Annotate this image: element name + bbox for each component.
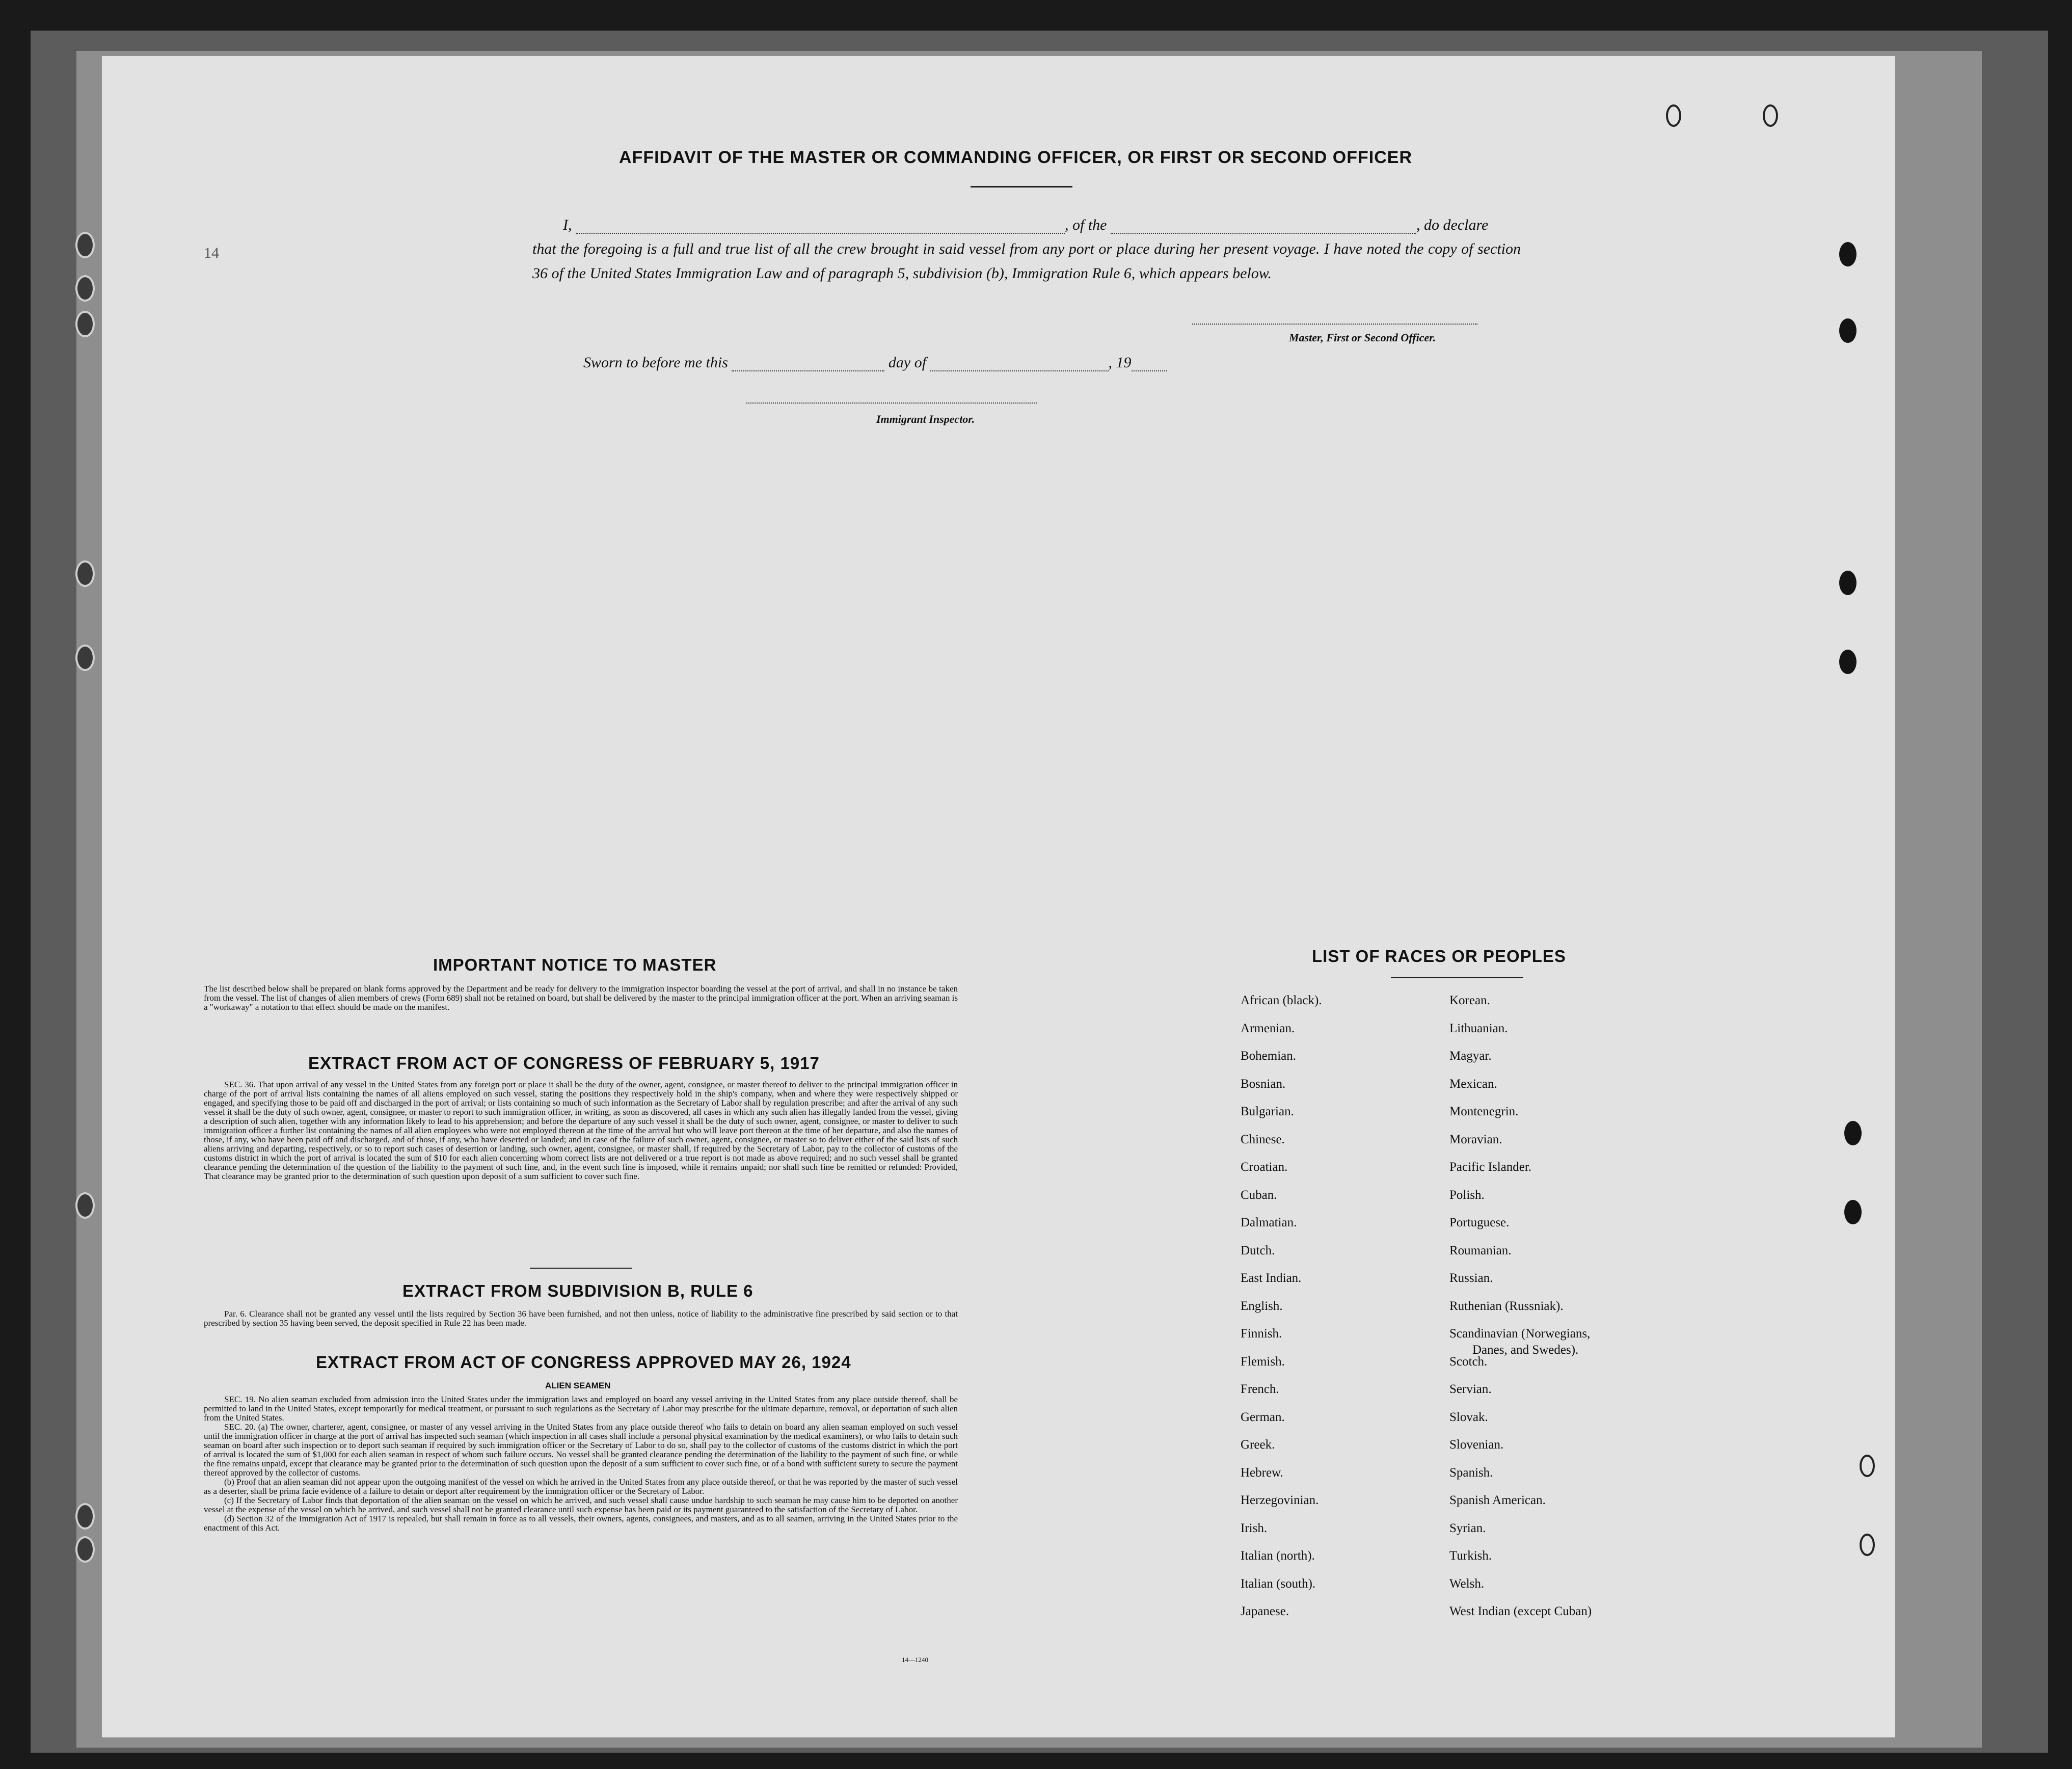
- race-item: Servian.: [1449, 1382, 1492, 1396]
- binder-hole: [75, 560, 95, 587]
- extract-rule6-title: EXTRACT FROM SUBDIVISION B, RULE 6: [402, 1281, 754, 1300]
- of-the-label: , of the: [1065, 217, 1107, 233]
- race-item: Russian.: [1449, 1271, 1493, 1285]
- affidavit-body: that the foregoing is a full and true list of all the crew brought in said vessel from any port or place during her present voyage. I have noted the copy of section 36 of the United States Immigration Law and of paragraph 5, subdivision (b), Immigration Rule 6, which appears below.: [532, 240, 1521, 282]
- race-item: Lithuanian.: [1449, 1021, 1508, 1035]
- vessel-name-field[interactable]: [1111, 221, 1416, 234]
- title-underline: [971, 186, 1072, 187]
- punch-hole: [1839, 650, 1856, 674]
- extract-1917-body: SEC. 36. That upon arrival of any vessel in the United States from any foreign port or place it shall be the duty of the owner, agent, consignee, or master thereof to deliver to the principal immigration officer in charge of the port of arrival lists containing the names of all aliens employed on such vessel, stating the positions they respectively hold in the ship's company, when and where they were respectively shipped or engaged, and specifying those to be paid off and discharged in the port of arrival; or lists containing so much of such information as the Secretary of Labor shall by regulation prescribe; and after the arrival of any such vessel it shall be the duty of such owner, agent, consignee, or master to report to such immigration officer, in writing, as soon as discovered, all cases in which any such alien has illegally landed from the vessel, giving a description of such alien, together with any information likely to lead to his apprehension; and before the departure of any such vessel it shall be the duty of such owner, agent, consignee, or master to deliver to such immigration officer a further list containing the names of all alien employees who were not employed thereon at the time of the arrival but who will leave port thereon at the time of her departure, and also the names of those, if any, who have been paid off and discharged, and of those, if any, who have deserted or landed; and in case of the failure of such owner, agent, consignee, or master so to deliver either of the said lists of such aliens arriving and departing, respectively, or so to report such cases of desertion or landing, such owner, agent, consignee, or master shall, if required by the Secretary of Labor, pay to the collector of customs of the customs district in which the port of arrival is located the sum of $10 for each alien concerning whom correct lists are not delivered or a true report is not made as above required; and no such vessel shall be granted clearance pending the determination of the question of the liability to the payment of such fine, and, in the event such fine is imposed, while it remains unpaid; nor shall such fine be remitted or refunded: Provided, That clearance may be granted prior to the determination of such question upon deposit of a sum sufficient to cover such fine.: [204, 1080, 958, 1181]
- declarant-prefix: I,: [563, 217, 572, 233]
- extract-1924-title: EXTRACT FROM ACT OF CONGRESS APPROVED MAY 26, 1924: [316, 1353, 851, 1372]
- notice-body: The list described below shall be prepared on blank forms approved by the Department and be ready for delivery to the immigration inspector boarding the vessel at the port of arrival, and shall in no instance be taken from the vessel. The list of changes of alien members of crews (Form 689) shall not be retained on board, but shall be delivered by the master to the principal immigration officer at the port. When an arriving seaman is a "workaway" a notation to that effect should be made on the manifest.: [204, 984, 958, 1012]
- race-item: Mexican.: [1449, 1077, 1497, 1091]
- race-item: Dalmatian.: [1241, 1216, 1297, 1229]
- races-title: LIST OF RACES OR PEOPLES: [1312, 947, 1566, 966]
- race-item: Armenian.: [1241, 1021, 1295, 1035]
- races-title-underline: [1391, 977, 1523, 978]
- binder-hole: [75, 311, 95, 337]
- binder-hole: [75, 645, 95, 671]
- race-item: Montenegrin.: [1449, 1105, 1519, 1118]
- race-item: Spanish American.: [1449, 1493, 1546, 1507]
- affidavit-title: AFFIDAVIT OF THE MASTER OR COMMANDING OFFICER, OR FIRST OR SECOND OFFICER: [619, 148, 1412, 167]
- sworn-month-field[interactable]: [930, 358, 1109, 371]
- race-item: Slovak.: [1449, 1410, 1488, 1424]
- race-item: Pacific Islander.: [1449, 1160, 1532, 1174]
- day-of-label: day of: [888, 354, 927, 371]
- sworn-year-field[interactable]: [1132, 358, 1167, 371]
- punch-hole: [1860, 1534, 1875, 1556]
- section-19-text: SEC. 19. No alien seaman excluded from admission into the United States under the immigration laws and employed on board any vessel arriving in the United States from any place outside thereof, shall be permitted to land in the United States, except temporarily for medical treatment, or pursuant to such regulations as the Secretary of Labor may prescribe for the ultimate departure, removal, or deportation of such alien from the United States.: [204, 1395, 958, 1423]
- race-item: Herzegovinian.: [1241, 1493, 1319, 1507]
- declarant-name-field[interactable]: [576, 221, 1065, 234]
- race-item: English.: [1241, 1299, 1283, 1313]
- extract-rule6-body: Par. 6. Clearance shall not be granted any vessel until the lists required by Section 36 have been furnished, and not then unless, notice of liability to the administrative fine prescribed by said section or to that prescribed by section 35 having been served, the deposit specified in Rule 22 has been made.: [204, 1309, 958, 1328]
- race-item: Bosnian.: [1241, 1077, 1286, 1091]
- race-item: West Indian (except Cuban): [1449, 1604, 1592, 1618]
- race-continuation: Danes, and Swedes).: [1472, 1343, 1579, 1357]
- punch-hole: [1860, 1455, 1875, 1477]
- race-item: Bohemian.: [1241, 1049, 1297, 1063]
- punch-hole: [1763, 104, 1778, 127]
- punch-hole: [1839, 318, 1856, 343]
- race-item: Portuguese.: [1449, 1216, 1510, 1229]
- race-item: Magyar.: [1449, 1049, 1492, 1063]
- race-item: Japanese.: [1241, 1604, 1289, 1618]
- race-item: Flemish.: [1241, 1354, 1285, 1369]
- race-item: Bulgarian.: [1241, 1105, 1294, 1118]
- race-item: Roumanian.: [1449, 1243, 1512, 1257]
- race-item: Scandinavian (Norwegians,: [1449, 1327, 1591, 1341]
- extract-1917-title: EXTRACT FROM ACT OF CONGRESS OF FEBRUARY 5, 1917: [308, 1054, 820, 1073]
- inspector-signature-field[interactable]: [746, 403, 1037, 404]
- race-item: Syrian.: [1449, 1521, 1486, 1535]
- binder-hole: [75, 1536, 95, 1563]
- notice-title: IMPORTANT NOTICE TO MASTER: [433, 955, 717, 974]
- race-item: Spanish.: [1449, 1465, 1493, 1480]
- binder-hole: [75, 232, 95, 258]
- race-item: Welsh.: [1449, 1576, 1485, 1591]
- punch-hole: [1839, 242, 1856, 266]
- sworn-line: [583, 354, 1167, 371]
- year-label: , 19: [1108, 354, 1132, 371]
- form-number: 14—1240: [902, 1656, 928, 1664]
- punch-hole: [1844, 1200, 1862, 1224]
- binder-hole: [75, 275, 95, 302]
- race-item: Chinese.: [1241, 1132, 1285, 1146]
- section-20c-text: (c) If the Secretary of Labor finds that deportation of the alien seaman on the vessel on which he arrived, and such vessel shall cause undue hardship to such seaman he may cause him to be deported on another vessel at the expense of the vessel on which he arrived, and such vessel shall not be granted clearance until such expense has been paid or its payment guaranteed to the satisfaction of the Secretary of Labor.: [204, 1495, 958, 1514]
- punch-hole: [1666, 104, 1681, 127]
- race-item: Turkish.: [1449, 1549, 1492, 1563]
- race-item: Moravian.: [1449, 1132, 1502, 1146]
- punch-hole: [1844, 1121, 1862, 1145]
- race-item: Greek.: [1241, 1438, 1275, 1452]
- race-item: Ruthenian (Russniak).: [1449, 1299, 1564, 1313]
- punch-hole: [1839, 571, 1856, 595]
- race-item: Polish.: [1449, 1188, 1485, 1202]
- officer-signature-caption: Master, First or Second Officer.: [1289, 331, 1436, 344]
- race-item: Irish.: [1241, 1521, 1268, 1535]
- section-20b-text: (b) Proof that an alien seaman did not appear upon the outgoing manifest of the vessel on which he arrived in the United States from any place outside thereof, or that he was reported by the master of such vessel as a deserter, shall be prima facie evidence of a failure to detain or deport after requirement by the immigration officer or the Secretary of Labor.: [204, 1477, 958, 1496]
- race-item: Croatian.: [1241, 1160, 1288, 1174]
- section-20a-text: SEC. 20. (a) The owner, charterer, agent, consignee, or master of any vessel arriving in the United States from any place outside thereof who fails to detain on board any alien seaman employed on such vessel until the immigration officer in charge at the port of arrival has inspected such seaman (which inspection in all cases shall include a personal physical examination by the medical examiners), or who fails to detain such seaman on board after such inspection or to deport such seaman if required by such immigration officer or the Secretary of Labor to do so, shall pay to the collector of customs of the customs district in which the port of arrival is located the sum of $1,000 for each alien seaman in respect of whom such failure occurs. No vessel shall be granted clearance pending the determination of the liability to the payment of such fine, or while the fine remains unpaid, except that clearance may be granted prior to the determination of such question upon the deposit of a sum sufficient to cover such fine, or of a bond with sufficient surety to secure the payment thereof approved by the collector of customs.: [204, 1422, 958, 1478]
- race-item: Finnish.: [1241, 1327, 1282, 1341]
- race-item: Dutch.: [1241, 1243, 1275, 1257]
- binder-hole: [75, 1192, 95, 1219]
- do-declare-label: , do declare: [1416, 217, 1489, 233]
- race-item: East Indian.: [1241, 1271, 1302, 1285]
- inspector-signature-caption: Immigrant Inspector.: [876, 413, 975, 425]
- extract-1924-body: [204, 1395, 958, 1533]
- binder-hole: [75, 1503, 95, 1530]
- section-divider: [530, 1268, 632, 1269]
- sworn-day-field[interactable]: [732, 358, 884, 371]
- race-item: Hebrew.: [1241, 1465, 1283, 1480]
- race-item: German.: [1241, 1410, 1285, 1424]
- sworn-label: Sworn to before me this: [583, 354, 728, 371]
- race-item: Slovenian.: [1449, 1438, 1504, 1452]
- race-item: Scotch.: [1449, 1354, 1488, 1369]
- race-item: Korean.: [1449, 994, 1490, 1007]
- document-page: [102, 56, 1895, 1737]
- race-item: Italian (north).: [1241, 1549, 1315, 1563]
- alien-seamen-subtitle: ALIEN SEAMEN: [545, 1381, 611, 1390]
- margin-mark: 14: [204, 245, 219, 261]
- declaration-line: [563, 217, 1488, 234]
- section-20d-text: (d) Section 32 of the Immigration Act of 1917 is repealed, but shall remain in force as to all vessels, their owners, agents, consignees, and masters, and as to all seamen, arriving in the United States prior to the enactment of this Act.: [204, 1514, 958, 1533]
- race-item: French.: [1241, 1382, 1279, 1396]
- officer-signature-field[interactable]: [1192, 324, 1477, 325]
- race-item: African (black).: [1241, 994, 1322, 1007]
- race-item: Italian (south).: [1241, 1576, 1316, 1591]
- race-item: Cuban.: [1241, 1188, 1277, 1202]
